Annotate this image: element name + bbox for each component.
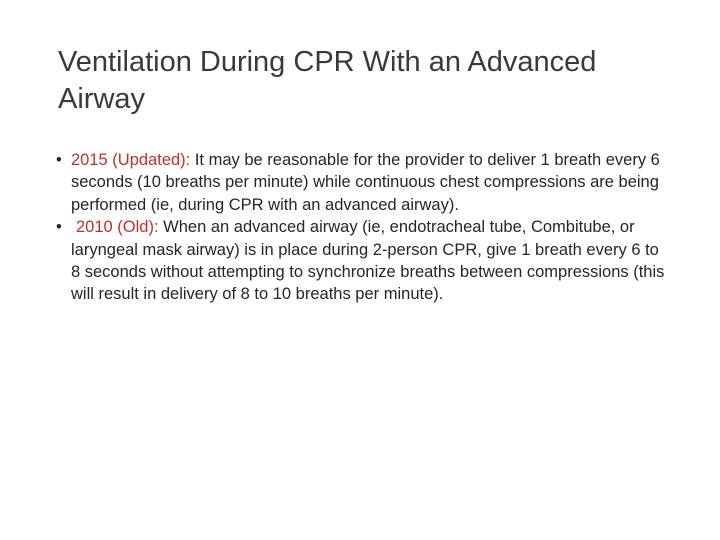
bullet-2015-updated (56, 149, 666, 216)
bullet-label-2010: 2010 (Old): (76, 218, 159, 237)
slide-title: Ventilation During CPR With an Advanced Airway (58, 46, 597, 115)
bullet-list (56, 149, 666, 306)
bullet-label-2015: 2015 (Updated): (71, 151, 191, 169)
bullet-marker: • (56, 218, 62, 237)
bullet-2010-old (56, 216, 666, 306)
bullet-marker: • (56, 151, 62, 169)
bullet-text-2015: It may be reasonable for the provider to deliver 1 breath every 6 seconds (10 breaths per minute) while continuous chest compressions are being performed (ie, during CPR with an advanced airway). (71, 151, 660, 214)
bullet-text-2010: When an advanced airway (ie, endotracheal tube, Combitube, or laryngeal mask airway) is in place during 2-person CPR, give 1 breath every 6 to 8 seconds without attempting to synchronize breaths between compressions (this will result in delivery of 8 to 10 breaths per minute). (71, 218, 665, 304)
